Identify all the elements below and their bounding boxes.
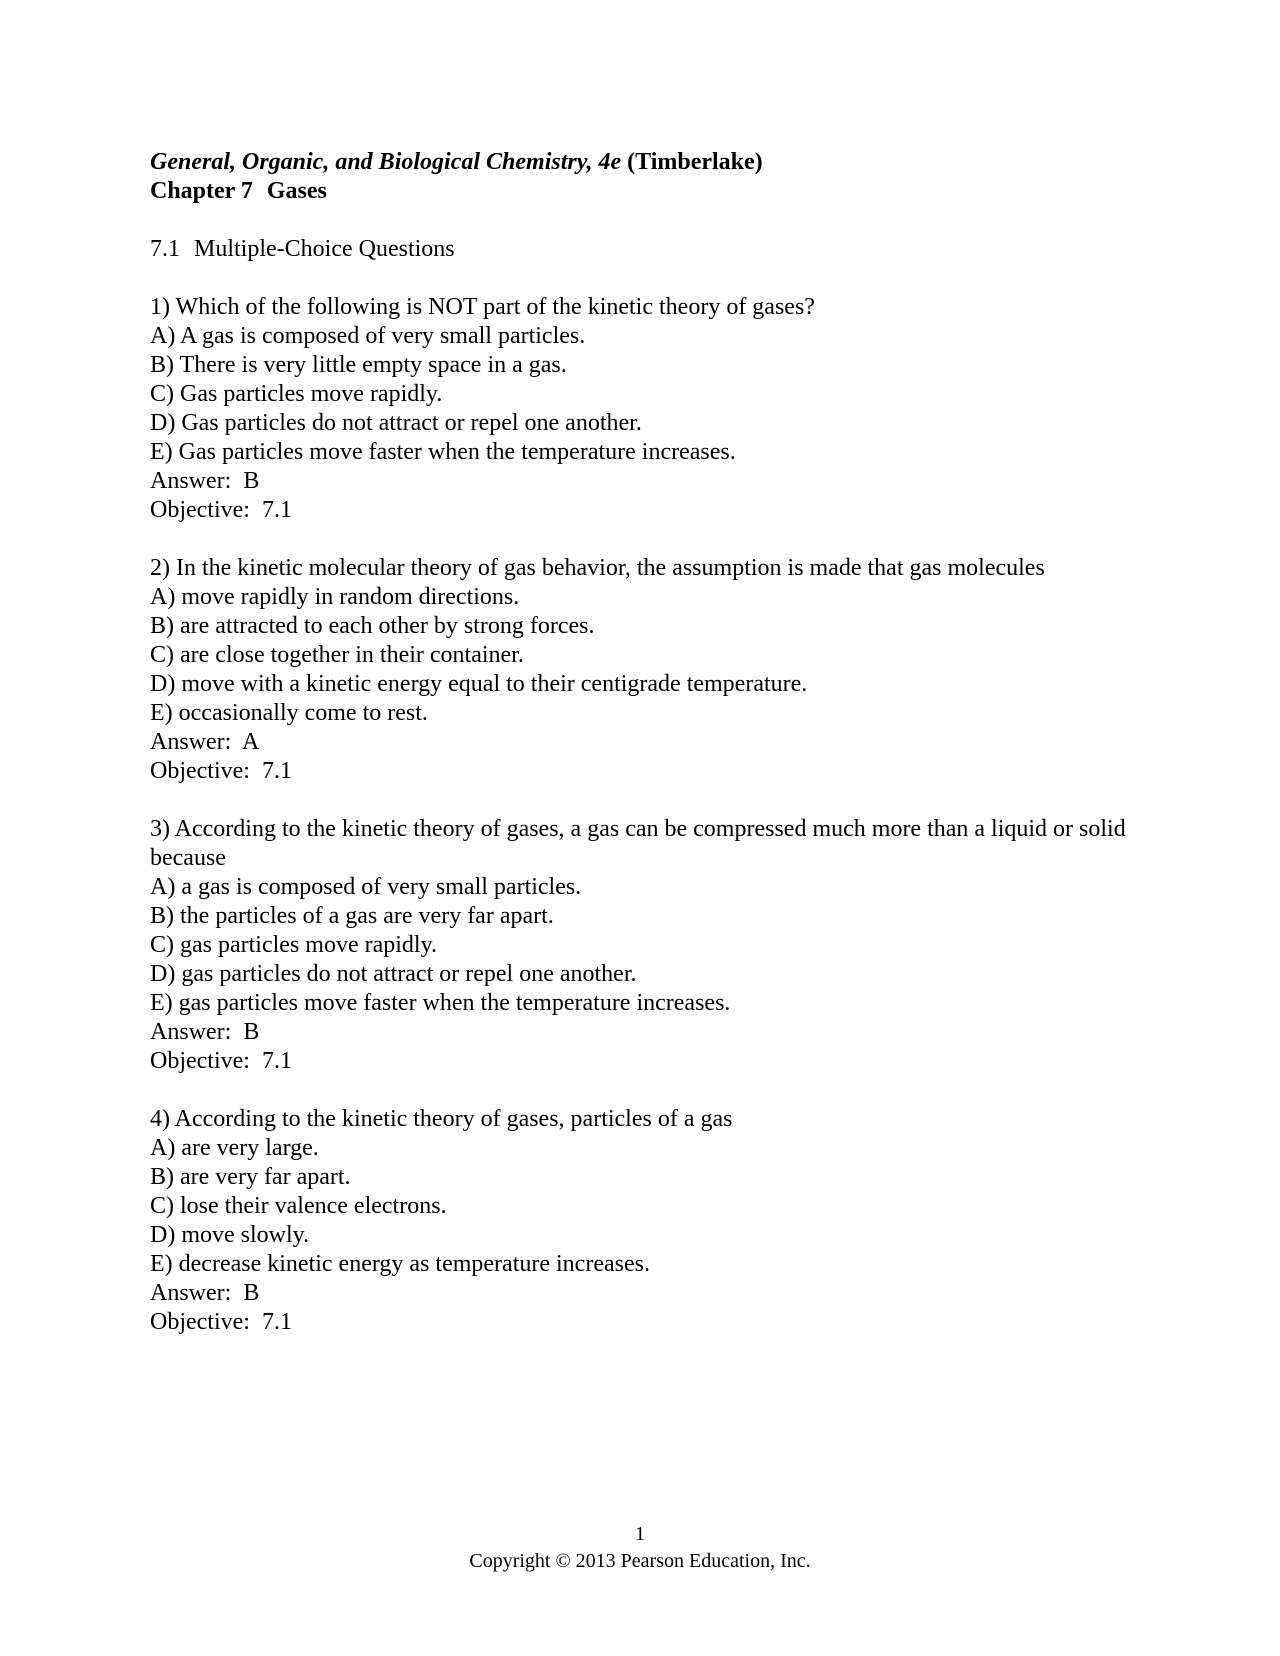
answer: Answer: A [150,729,260,755]
choice-d: D) move with a kinetic energy equal to their centigrade temperature. [150,671,808,697]
question-1 [150,293,1130,525]
choice-a: A) are very large. [150,1135,319,1161]
book-header [150,148,1130,177]
question-stem: 1) Which of the following is NOT part of the kinetic theory of gases? [150,294,815,320]
question-3 [150,815,1130,1076]
choice-b: B) the particles of a gas are very far apart. [150,903,554,929]
choice-d: D) Gas particles do not attract or repel one another. [150,410,642,436]
question-stem: 4) According to the kinetic theory of gases, particles of a gas [150,1106,733,1132]
choice-a: A) a gas is composed of very small particles. [150,874,582,900]
copyright-notice: Copyright © 2013 Pearson Education, Inc. [469,1550,811,1572]
question-2 [150,554,1130,786]
choice-e: E) decrease kinetic energy as temperature increases. [150,1251,650,1277]
choice-c: C) lose their valence electrons. [150,1193,447,1219]
question-stem: 2) In the kinetic molecular theory of gas behavior, the assumption is made that gas molecules [150,555,1045,581]
objective: Objective: 7.1 [150,758,292,784]
question-4 [150,1105,1130,1337]
choice-e: E) gas particles move faster when the temperature increases. [150,990,731,1016]
choice-b: B) are very far apart. [150,1164,351,1190]
section-title: Multiple-Choice Questions [194,236,455,262]
document-page [150,148,1130,1337]
objective: Objective: 7.1 [150,1309,292,1335]
answer: Answer: B [150,1280,260,1306]
choice-b: B) There is very little empty space in a gas. [150,352,567,378]
choice-d: D) gas particles do not attract or repel one another. [150,961,637,987]
section-number: 7.1 [150,236,180,262]
choice-d: D) move slowly. [150,1222,310,1248]
choice-e: E) occasionally come to rest. [150,700,428,726]
choice-c: C) Gas particles move rapidly. [150,381,443,407]
choice-e: E) Gas particles move faster when the temperature increases. [150,439,736,465]
chapter-label: Chapter 7 [150,178,253,204]
choice-a: A) A gas is composed of very small particles. [150,323,586,349]
question-stem: 3) According to the kinetic theory of gases, a gas can be compressed much more than a liquid or solid because [150,816,1126,871]
chapter-title: Gases [266,178,327,204]
chapter-header [150,177,1130,206]
answer: Answer: B [150,1019,260,1045]
section-heading [150,235,1130,264]
choice-c: C) are close together in their container. [150,642,524,668]
page-number: 1 [635,1523,645,1545]
book-author: (Timberlake) [627,149,763,175]
choice-b: B) are attracted to each other by strong forces. [150,613,595,639]
objective: Objective: 7.1 [150,497,292,523]
choice-a: A) move rapidly in random directions. [150,584,520,610]
answer: Answer: B [150,468,260,494]
choice-c: C) gas particles move rapidly. [150,932,438,958]
book-title: General, Organic, and Biological Chemistry, 4e [150,149,622,175]
objective: Objective: 7.1 [150,1048,292,1074]
